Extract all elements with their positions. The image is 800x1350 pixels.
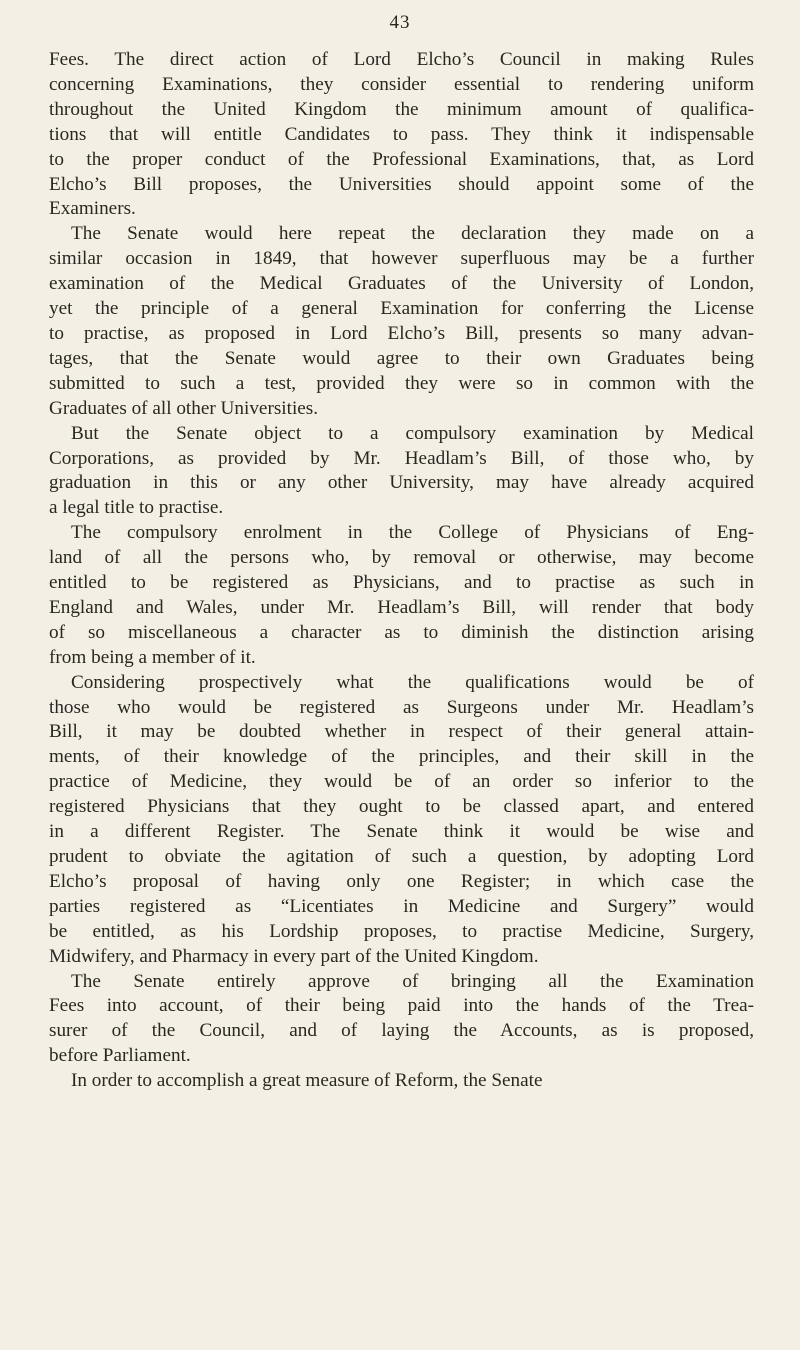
text-line: parties registered as “Licentiates in Medicine and Surgery” would [49, 895, 754, 917]
paragraph [49, 521, 754, 670]
text-line: throughout the United Kingdom the minimum amount of qualifica- [49, 98, 754, 120]
text-line: from being a member of it. [49, 646, 256, 668]
text-line: The compulsory enrolment in the College of Physicians of Eng- [71, 522, 754, 544]
text-line: Elcho’s Bill proposes, the Universities should appoint some of the [49, 173, 754, 195]
text-line: to practise, as proposed in Lord Elcho’s Bill, presents so many advan- [49, 322, 754, 344]
text-line: yet the principle of a general Examination for conferring the License [49, 298, 754, 320]
text-line: But the Senate object to a compulsory examination by Medical [71, 422, 754, 444]
text-line: prudent to obviate the agitation of such a question, by adopting Lord [49, 846, 754, 867]
text-line: surer of the Council, and of laying the Accounts, as is proposed, [49, 1020, 754, 1042]
text-line: entitled to be registered as Physicians, and to practise as such in [49, 572, 754, 594]
text-line: practice of Medicine, they would be of an order so inferior to the [49, 771, 754, 793]
text-line: Bill, it may be doubted whether in respect of their general attain- [49, 721, 754, 743]
text-line: to the proper conduct of the Professional Examinations, that, as Lord [49, 148, 754, 170]
page-number: 43 [389, 12, 411, 33]
text-line: Fees into account, of their being paid into the hands of the Trea- [49, 995, 754, 1017]
paragraph [49, 48, 754, 222]
text-line: tages, that the Senate would agree to their own Graduates being [49, 347, 754, 369]
text-line: tions that will entitle Candidates to pass. They think it indispensable [49, 123, 754, 145]
text-line: Elcho’s proposal of having only one Register; in which case the [49, 870, 754, 892]
text-line: England and Wales, under Mr. Headlam’s Bill, will render that body [49, 596, 754, 618]
text-line: a legal title to practise. [49, 497, 224, 519]
text-line: The Senate would here repeat the declaration they made on a [71, 223, 754, 245]
text-line: be entitled, as his Lordship proposes, to practise Medicine, Surgery, [49, 920, 754, 942]
body-text [49, 48, 754, 1094]
paragraph [49, 970, 754, 1070]
text-line: ments, of their knowledge of the principles, and their skill in the [49, 746, 754, 768]
text-line: Midwifery, and Pharmacy in every part of the United Kingdom. [49, 945, 539, 967]
text-line: Fees. The direct action of Lord Elcho’s Council in making Rules [49, 49, 754, 70]
paragraph [49, 671, 754, 970]
text-line: examination of the Medical Graduates of the University of London, [49, 273, 754, 295]
text-line: registered Physicians that they ought to be classed apart, and entered [49, 796, 754, 818]
text-line: Corporations, as provided by Mr. Headlam’s Bill, of those who, by [49, 447, 754, 469]
text-line: concerning Examinations, they consider essential to rendering uniform [49, 73, 754, 95]
text-line: submitted to such a test, provided they were so in common with the [49, 372, 754, 394]
text-line: Graduates of all other Universities. [49, 397, 319, 419]
paragraph [49, 222, 754, 421]
text-line: those who would be registered as Surgeons under Mr. Headlam’s [49, 696, 754, 718]
text-line: before Parliament. [49, 1045, 191, 1067]
text-line: The Senate entirely approve of bringing all the Examination [71, 970, 754, 992]
text-line: Considering prospectively what the qualifications would be of [71, 671, 754, 693]
text-line: land of all the persons who, by removal or otherwise, may become [49, 547, 754, 569]
text-line: similar occasion in 1849, that however superfluous may be a further [49, 248, 754, 270]
text-line: Examiners. [49, 198, 136, 220]
text-line: of so miscellaneous a character as to diminish the distinction arising [49, 621, 754, 643]
text-line: graduation in this or any other University, may have already acquired [49, 472, 754, 494]
paragraph [49, 422, 754, 522]
paragraph [49, 1069, 754, 1094]
text-line: In order to accomplish a great measure of Reform, the Senate [71, 1070, 543, 1092]
text-line: in a different Register. The Senate think it would be wise and [49, 821, 754, 843]
